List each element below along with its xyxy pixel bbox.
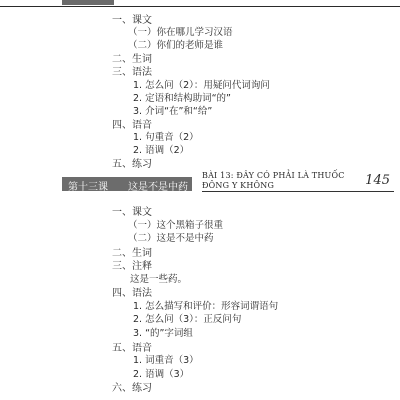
outline-item: 3. “的”字词组 [133,327,193,339]
vietnamese-title-line-1: BÀI 13: ĐÂY CÓ PHẢI LÀ THUỐC [202,171,345,180]
previous-lesson-header-cut [0,0,400,7]
outline-heading: 一、课文 [112,15,152,26]
vietnamese-title-line-2: ĐÔNG Y KHÔNG [202,181,275,190]
previous-lesson-label-box [62,0,114,5]
lesson-13-header [62,171,394,191]
outline-item: 这是一些药。 [130,273,188,285]
outline-heading: 三、注释 [112,261,152,273]
outline-heading: 五、语音 [112,342,152,354]
outline-item: 3. 介词“在”和“给” [133,105,213,117]
outline-item: 2. 定语和结构助词“的” [133,92,231,104]
outline-item: 2. 语调（2） [133,145,190,156]
outline-heading: 四、语法 [112,288,152,300]
outline-heading: 四、语音 [112,119,152,131]
outline-item: 2. 语调（3） [133,368,190,380]
outline-item: 1. 句重音（2） [133,131,199,143]
outline-heading: 一、课文 [112,207,152,218]
lesson-label-box [62,177,192,191]
outline-item: （一）这个黑箱子很重 [128,219,224,231]
page-number: 145 [365,173,390,188]
header-rule [202,191,394,192]
outline-heading: 二、生词 [112,54,152,66]
outline-heading: 二、生词 [112,247,152,259]
lesson-number: 第十三课 [68,182,108,193]
outline-item: （二）这是不是中药 [128,233,214,245]
outline-item: 2. 怎么问（3）：正反问句 [133,314,242,326]
outline-item: 1. 怎么问（2）：用疑问代词询问 [133,79,270,91]
outline-item: 1. 词重音（3） [133,355,199,367]
outline-heading: 三、语法 [112,67,152,79]
outline-heading: 五、练习 [112,159,152,171]
outline-item: （一）你在哪儿学习汉语 [128,27,233,39]
outline-item: （二）你们的老师是谁 [128,40,224,52]
outline-heading: 六、练习 [112,383,152,395]
vietnamese-title [202,171,345,191]
outline-item: 1. 怎么描写和评价：形容词谓语句 [133,300,279,312]
lesson-title: 这是不是中药 [128,182,188,193]
